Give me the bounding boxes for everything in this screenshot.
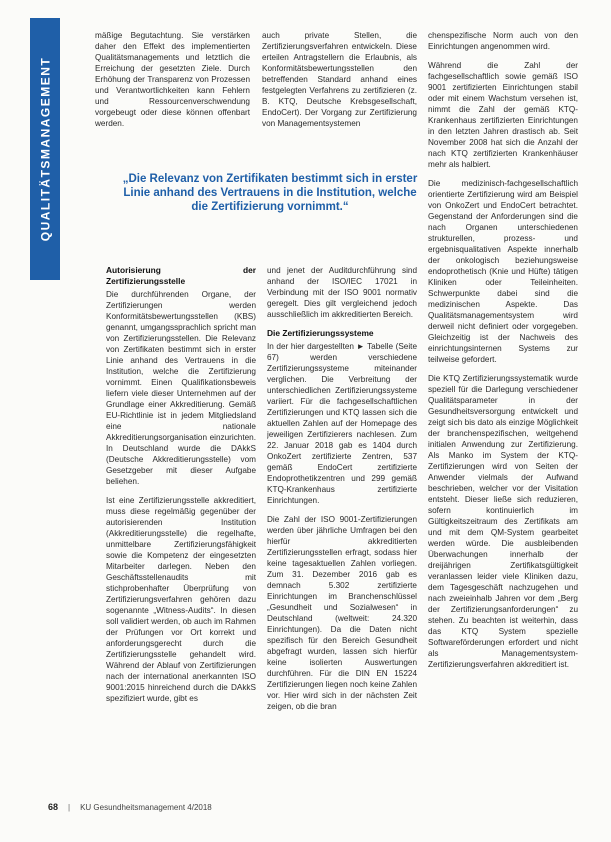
paragraph: In der hier dargestellten ► Tabelle (Seite 67) werden verschiedene Zertifizierungssysteme miteinander verglichen. Die Verbreitung der unterschiedlichen Zertifizierungssysteme variiert. Für die fachgesellschaftlichen Zertifizierungen und KTQ lassen sich die aktuellen Zahlen auf der Homepage des jeweiligen Zertifizierers nachlesen. Zum 22. Januar 2018 gab es 1404 durch OnkoZert zertifizierte Zentren, 537 gemäß EndoCert zertifizierte Endoprothetikzentren und 299 gemäß KTQ-Krankenhaus zertifizierte Einrichtungen. (267, 342, 417, 505)
paragraph: Die medizinisch-fachgesellschaftlich orientierte Zertifizierung wird am Beispiel von OnkoZert und EndoCert betrachtet. Gegenstand der Anforderungen sind die nach Organen unterschiedenen strukturellen, prozess- und ergebnisqualitativen Aspekte innerhalb der onkologisch beziehungsweise endoprothetisch (Knie und Hüfte) tätigen Kliniken oder Teileinheiten. Schwerpunkte dabei sind die medizinischen Aspekte. Das Qualitätsmanagementsystem wird derweil nicht definiert oder vorgegeben. Gleichzeitig ist der Nachweis des einrichtungsinternen Systems zur teilweise gefordert. (428, 179, 578, 364)
paragraph: Während die Zahl der fachgesellschaftlich sowie gemäß ISO 9001 zertifizierten Einrichtungen stabil oder mit einem Wachstum versehen ist, nimmt die Zahl der gemäß KTQ-Krankenhaus zertifizierten Einrichtungen in den letzten Jahren drastisch ab. Seit November 2008 hat sich die Anzahl der nach KTQ zertifizierten Krankenhäuser mehr als halbiert. (428, 61, 578, 169)
right-column (428, 30, 578, 792)
footer-separator: | (68, 802, 71, 812)
publication-name: KU Gesundheitsmanagement 4/2018 (80, 802, 212, 812)
pull-quote: „Die Relevanz von Zertifikaten bestimmt sich in erster Linie anhand des Vertrauens in die Institution, welche die Zertifizierung vornimmt.“ (122, 173, 418, 213)
paragraph: Die Zahl der ISO 9001-Zertifizierungen werden über jährliche Umfragen bei den hierfür akkreditierten Zertifizierungsstellen erfragt, sodass hier keine tagesaktuellen Zahlen vorliegen. Zum 31. Dezember 2016 gab es demnach 5.302 zertifizierte Einrichtungen im Branchenschlüssel „Gesundheit und Sozialwesen“ in Deutschland (weltweit: 24.320 Einrichtungen). Da die Daten nicht spezifisch für den Bereich Gesundheit abgefragt wurden, lassen sich hierfür keine isolierten Auswertungen durchführen. Für die DIN EN 15224 Zertifizierungen liegen noch keine Zahlen vor. Hier wird sich in der nächsten Zeit zeigen, ob die bran (267, 515, 417, 711)
top-column-1 (95, 30, 250, 150)
paragraph: Ist eine Zertifizierungsstelle akkreditiert, muss diese regelmäßig gegenüber der autorisierenden Institution (Akkreditierungsstelle) die regelhafte, unmittelbare Zertifizierungsfähigkeit sowie die Kompetenz der eingesetzten Mitarbeiter darlegen. Neben den Geschäftsstellenaudits mit stichprobenhafter Überprüfung von Zertifizierungsverfahren gehören dazu sogenannte „Witness-Audits“. In diesen soll validiert werden, ob auch im Rahmen der Prüfungen vor Ort korrekt und anforderungsgerecht durch die Zertifizierungsstelle gehandelt wird. Während der Ablauf von Zertifizierungen nach der international anerkannten ISO 9001:2015 hinreichend durch die DAkkS spezifiziert wurde, gibt es (106, 496, 256, 703)
middle-column (267, 265, 417, 795)
paragraph: Die KTQ Zertifizierungssystematik wurde speziell für die Darlegung verschiedener Qualitätsparameter in der Gesundheitsversorgung entwickelt und zeigt sich bis dato als einzige Möglichkeit der branchenspezifischen, weitgehend initialen Anwendung zur Zertifizierung. Als Manko im System der KTQ-Zertifizierungen wird von Seiten der Anwender vielmals der Aufwand beschrieben, welcher vor der Visitation entsteht. Dieser ließe sich reduzieren, sofern kontinuierlich im Gültigkeitszeitraum des Zertifikats am und mit dem QM-System gearbeitet werden würde. Die ausbleibenden Überwachungen innerhalb der dreijährigen Zertifikatsgültigkeit veranlassen leider viele Kliniken dazu, dem Tagesgeschäft nachzugehen und nach zweieinhalb Jahren vor dem „Berg der Zertifizierungsanforderungen“ zu stehen. Zu beachten ist weiterhin, dass das KTQ System spezielle Softwareförderungen erfordert und nicht als Managementsystem-Zertifizierungsverfahren akkreditiert ist. (428, 374, 578, 669)
paragraph: Die durchführenden Organe, der Zertifizierungen werden Konformitätsbewertungsstellen (KBS) genannt, umgangssprachlich spricht man von Zertifizierungsstellen. Die Relevanz von Zertifikaten bestimmt sich in erster Linie anhand des Vertrauens in die Institution, welche die Zertifizierung vornimmt. Einen Qualifikationsbeweis liefern viele dieser Unternehmen auf der Grundlage einer Akkreditierung. Gemäß EU-Richtlinie ist in jedem Mitgliedsland eine nationale Akkreditierungsorganisation einzurichten. In Deutschland wurde die DAkkS (Deutsche Akkreditierungsstelle) vom Gesetzgeber mit dieser Aufgabe beliehen. (106, 290, 256, 486)
section-heading: Autorisierung der Zertifizierungsstelle (106, 265, 256, 286)
top-column-2 (262, 30, 417, 150)
paragraph: chenspezifische Norm auch von den Einrichtungen angenommen wird. (428, 31, 578, 51)
section-heading: Die Zertifizierungssysteme (267, 328, 374, 338)
section-label: QUALITÄTSMANAGEMENT (38, 56, 52, 242)
paragraph: und jenet der Auditdurchführung sind anhand der ISO/IEC 17021 in Verbindung mit der ISO 9001 normativ geregelt. Dies gilt vergleichend jedoch ausschließlich im akkreditierten Bereich. (267, 266, 417, 319)
left-column (106, 265, 256, 795)
paragraph: auch private Stellen, die Zertifizierungsverfahren entwickeln. Diese erteilen Antragstellern die Erlaubnis, als Konformitätsbewertungsstellen den betreffenden Standard anhand eines festgelegten Verfahrens zu zertifizieren (z. B. KTQ, Deutsche Krebsgesellschaft, EndoCert). Der Vorgang zur Zertifizierung von Managementsystemen (262, 31, 417, 128)
paragraph: mäßige Begutachtung. Sie verstärken daher den Effekt des implementierten Qualitätsmanagements und letztlich die Erreichung der gesetzten Ziele. Durch Erhöhung der Transparenz von Prozessen und Verantwortlichkeiten kann Fehlern und Ressourcenverschwendung vorgebeugt oder diese können offenbart werden. (95, 31, 250, 128)
page-number: 68 (48, 802, 59, 812)
section-label-wrap (30, 18, 60, 280)
page-footer (48, 799, 568, 815)
